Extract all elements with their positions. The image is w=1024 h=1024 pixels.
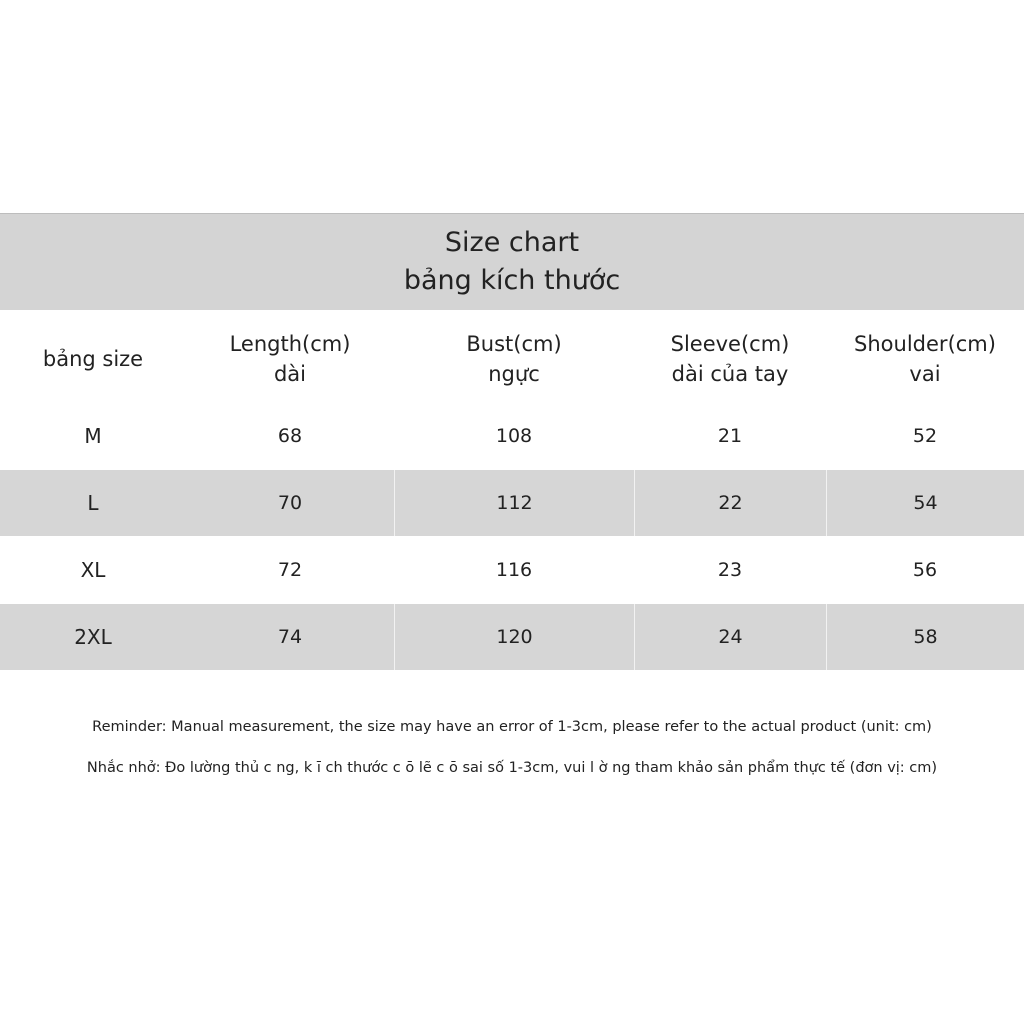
table-header-row <box>0 309 1024 409</box>
header-shoulder-vi: vai <box>909 362 941 386</box>
size-cell: XL <box>80 558 106 582</box>
table-row <box>0 604 1024 670</box>
sleeve-cell: 24 <box>634 604 826 670</box>
header-sleeve-en: Sleeve(cm) <box>670 332 790 356</box>
bust-cell: 120 <box>394 604 634 670</box>
header-shoulder <box>826 309 1024 409</box>
size-cell: M <box>84 424 102 448</box>
length-cell: 70 <box>277 492 303 514</box>
header-length-vi: dài <box>273 362 307 386</box>
sleeve-cell: 22 <box>634 470 826 536</box>
header-bust <box>394 309 634 409</box>
shoulder-cell: 52 <box>912 425 938 447</box>
bust-cell: 108 <box>495 425 533 447</box>
sleeve-cell: 21 <box>717 425 743 447</box>
length-cell: 68 <box>277 425 303 447</box>
header-shoulder-en: Shoulder(cm) <box>854 332 996 356</box>
table-row <box>0 537 1024 603</box>
reminder-note-en: Reminder: Manual measurement, the size may have an error of 1-3cm, please refer to the actual product (unit: cm) <box>92 719 932 735</box>
shoulder-cell: 58 <box>826 604 1024 670</box>
length-cell: 74 <box>277 626 303 648</box>
header-sleeve <box>634 309 826 409</box>
table-row <box>0 470 1024 536</box>
length-cell: 72 <box>277 559 303 581</box>
chart-title-vi: bảng kích thước <box>403 265 621 296</box>
header-sleeve-vi: dài của tay <box>671 362 789 386</box>
header-size-label: bảng size <box>42 347 144 371</box>
shoulder-cell: 54 <box>826 470 1024 536</box>
size-cell: L <box>87 491 99 515</box>
reminder-note-vi: Nhắc nhở: Đo lường thủ c ng, k ī ch thước c ō lẽ c ō sai số 1-3cm, vui l ờ ng tham khảo sản phẩm thực tế (đơn vị: cm) <box>86 760 938 776</box>
table-row <box>0 403 1024 469</box>
header-length-en: Length(cm) <box>229 332 351 356</box>
sleeve-cell: 23 <box>717 559 743 581</box>
bust-cell: 116 <box>495 559 533 581</box>
bust-cell: 112 <box>394 470 634 536</box>
size-cell: 2XL <box>74 625 112 649</box>
header-bust-en: Bust(cm) <box>466 332 562 356</box>
chart-title-band <box>0 213 1024 310</box>
header-size <box>0 309 186 409</box>
chart-title-en: Size chart <box>444 227 580 258</box>
shoulder-cell: 56 <box>912 559 938 581</box>
header-bust-vi: ngực <box>488 362 540 386</box>
header-length <box>186 309 394 409</box>
